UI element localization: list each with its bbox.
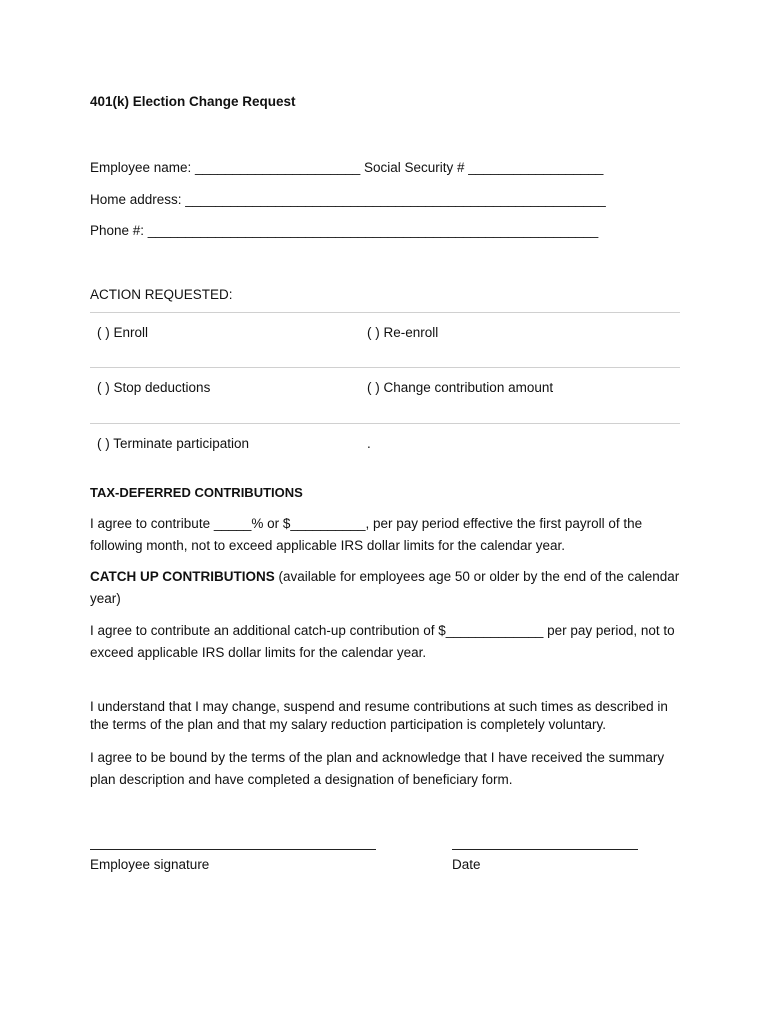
date-line[interactable] bbox=[452, 849, 638, 850]
understand-statement: I understand that I may change, suspend and resume contributions at such times as described in the terms of the plan and that my salary reduction participation is completely voluntary. bbox=[90, 699, 668, 732]
tax-deferred-heading: TAX-DEFERRED CONTRIBUTIONS bbox=[90, 485, 303, 500]
option-reenroll[interactable]: ( ) Re-enroll bbox=[367, 325, 439, 340]
home-address-field[interactable]: Home address: ________________________________________________________ bbox=[90, 192, 606, 207]
employee-signature-line[interactable] bbox=[90, 849, 376, 850]
option-blank: . bbox=[367, 436, 371, 451]
catch-up-text: I agree to contribute an additional catch-up contribution of $_____________ per pay period, not to exceed applicable IRS dollar limits for the calendar year. bbox=[90, 623, 675, 660]
phone-field[interactable]: Phone #: ____________________________________________________________ bbox=[90, 223, 599, 238]
catch-up-heading: CATCH UP CONTRIBUTIONS bbox=[90, 569, 275, 584]
option-terminate[interactable]: ( ) Terminate participation bbox=[97, 436, 250, 451]
employee-name-field[interactable]: Employee name: ______________________ Social Security # __________________ bbox=[90, 160, 604, 175]
option-stop-deductions[interactable]: ( ) Stop deductions bbox=[97, 380, 211, 395]
divider bbox=[90, 423, 680, 424]
tax-deferred-text: I agree to contribute _____% or $__________, per pay period effective the first payroll of the following month, not to exceed applicable IRS dollar limits for the calendar year. bbox=[90, 516, 643, 553]
date-label: Date bbox=[452, 857, 481, 872]
agree-statement: I agree to be bound by the terms of the plan and acknowledge that I have received the summary plan description and have completed a designation of beneficiary form. bbox=[90, 750, 665, 787]
option-change-contribution[interactable]: ( ) Change contribution amount bbox=[367, 380, 554, 395]
page-title: 401(k) Election Change Request bbox=[90, 94, 296, 109]
catch-up-heading-note: (available for employees age 50 or older by the end of the calendar year) bbox=[90, 569, 680, 606]
divider bbox=[90, 367, 680, 368]
employee-signature-label: Employee signature bbox=[90, 857, 210, 872]
option-enroll[interactable]: ( ) Enroll bbox=[97, 325, 149, 340]
action-requested-heading: ACTION REQUESTED: bbox=[90, 287, 233, 302]
catch-up-paragraph bbox=[90, 566, 686, 610]
divider bbox=[90, 312, 680, 313]
